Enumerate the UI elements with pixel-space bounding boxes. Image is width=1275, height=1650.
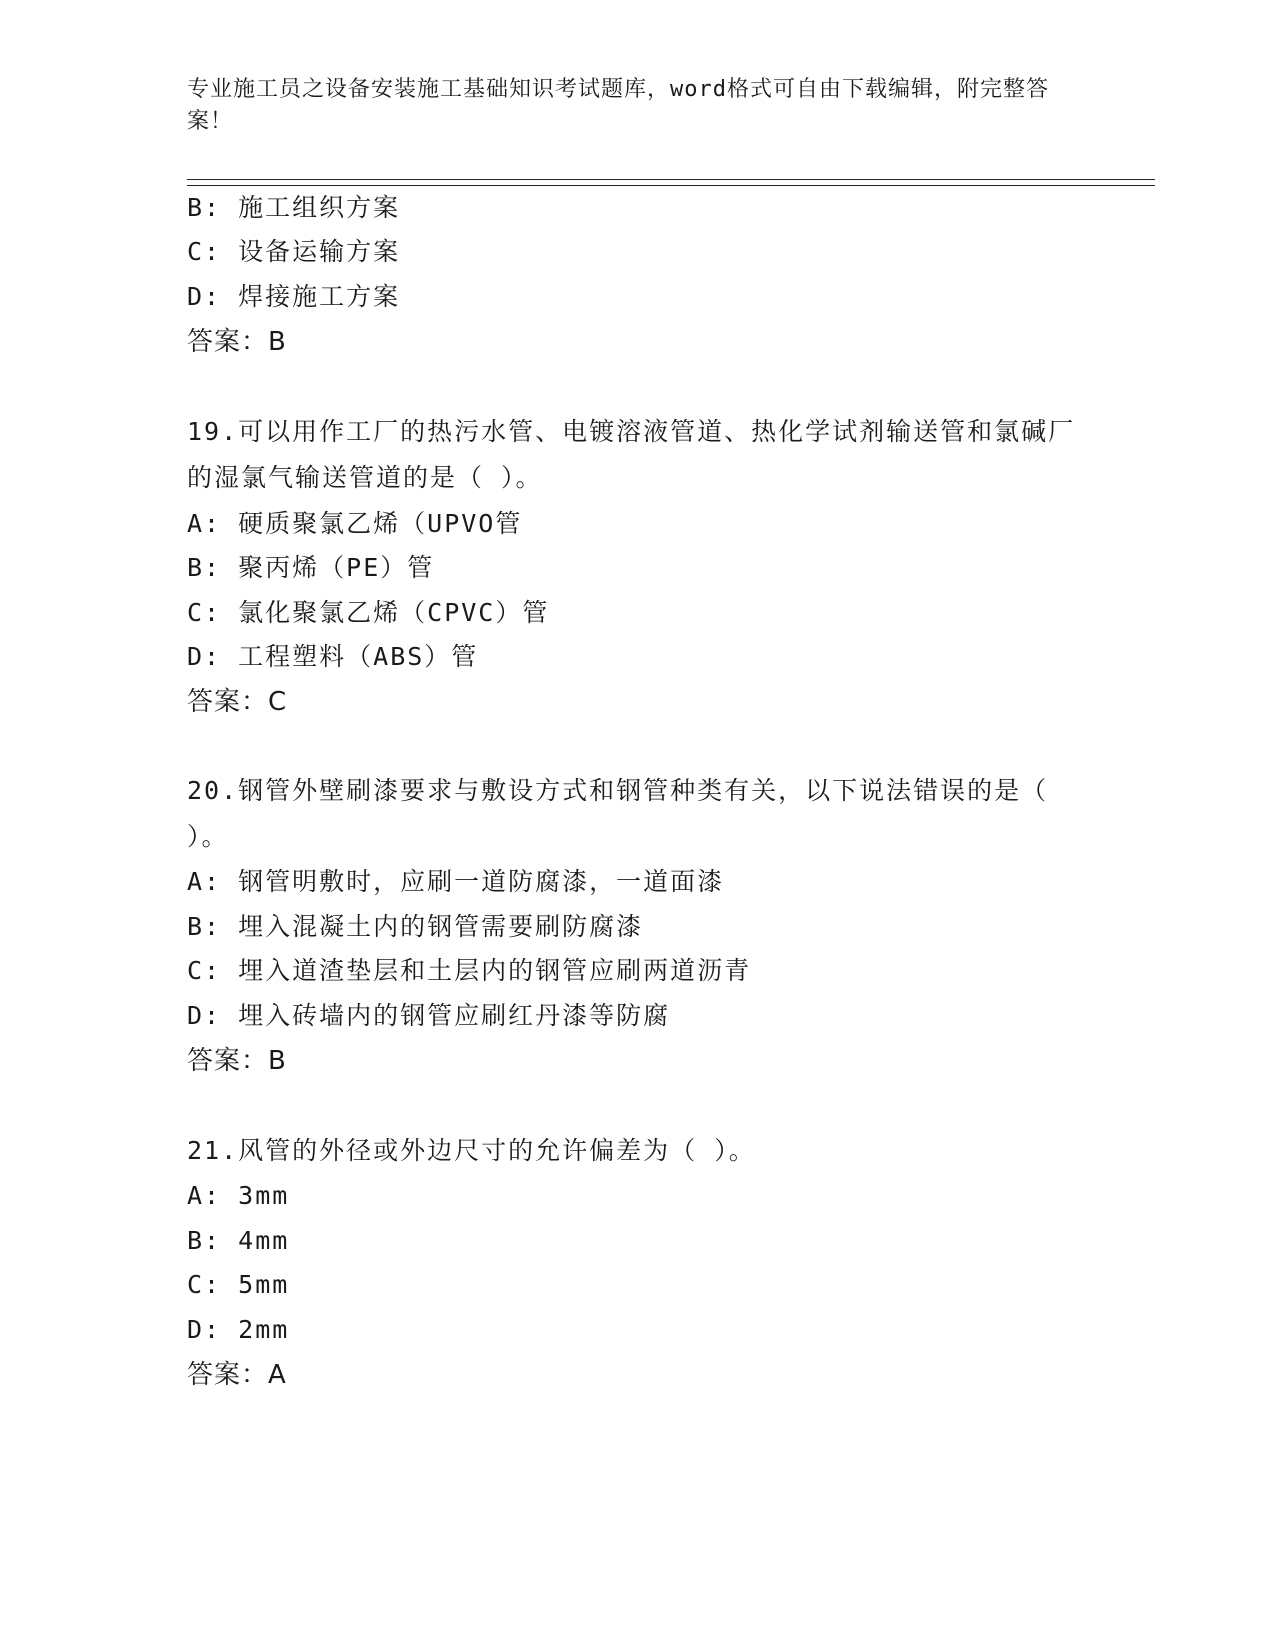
question-stem: 21.风管的外径或外边尺寸的允许偏差为（ ）。	[187, 1136, 756, 1165]
answer: 答案：C	[187, 687, 288, 717]
option-d: D: 工程塑料（ABS）管	[187, 642, 479, 671]
option-a: A: 3mm	[187, 1181, 290, 1210]
option-a: A: 硬质聚氯乙烯（UPVO管	[187, 509, 523, 538]
option-c: C: 5mm	[187, 1270, 290, 1299]
option-b: B: 聚丙烯（PE）管	[187, 553, 435, 582]
answer: 答案：B	[187, 327, 287, 357]
document-header: 专业施工员之设备安装施工基础知识考试题库，word格式可自由下载编辑，附完整答案！	[187, 77, 1049, 134]
option-d: D: 焊接施工方案	[187, 282, 401, 311]
option-c: C: 埋入道渣垫层和土层内的钢管应刷两道沥青	[187, 956, 752, 985]
option-c: C: 氯化聚氯乙烯（CPVC）管	[187, 598, 550, 627]
option-a: A: 钢管明敷时，应刷一道防腐漆，一道面漆	[187, 867, 725, 896]
option-c: C: 设备运输方案	[187, 237, 401, 266]
option-b: B: 埋入混凝土内的钢管需要刷防腐漆	[187, 912, 644, 941]
question-stem: 20.钢管外壁刷漆要求与敷设方式和钢管种类有关，以下说法错误的是（ ）。	[187, 776, 1049, 851]
question-stem: 19.可以用作工厂的热污水管、电镀溶液管道、热化学试剂输送管和氯碱厂的湿氯气输送管道的是（ ）。	[187, 417, 1076, 492]
answer: 答案：B	[187, 1046, 287, 1076]
option-d: D: 2mm	[187, 1315, 290, 1344]
header-divider-top	[187, 179, 1155, 180]
option-b: B: 4mm	[187, 1226, 290, 1255]
answer: 答案：A	[187, 1360, 287, 1390]
header-divider-bottom	[187, 185, 1155, 186]
option-d: D: 埋入砖墙内的钢管应刷红丹漆等防腐	[187, 1001, 671, 1030]
option-b: B: 施工组织方案	[187, 193, 401, 222]
